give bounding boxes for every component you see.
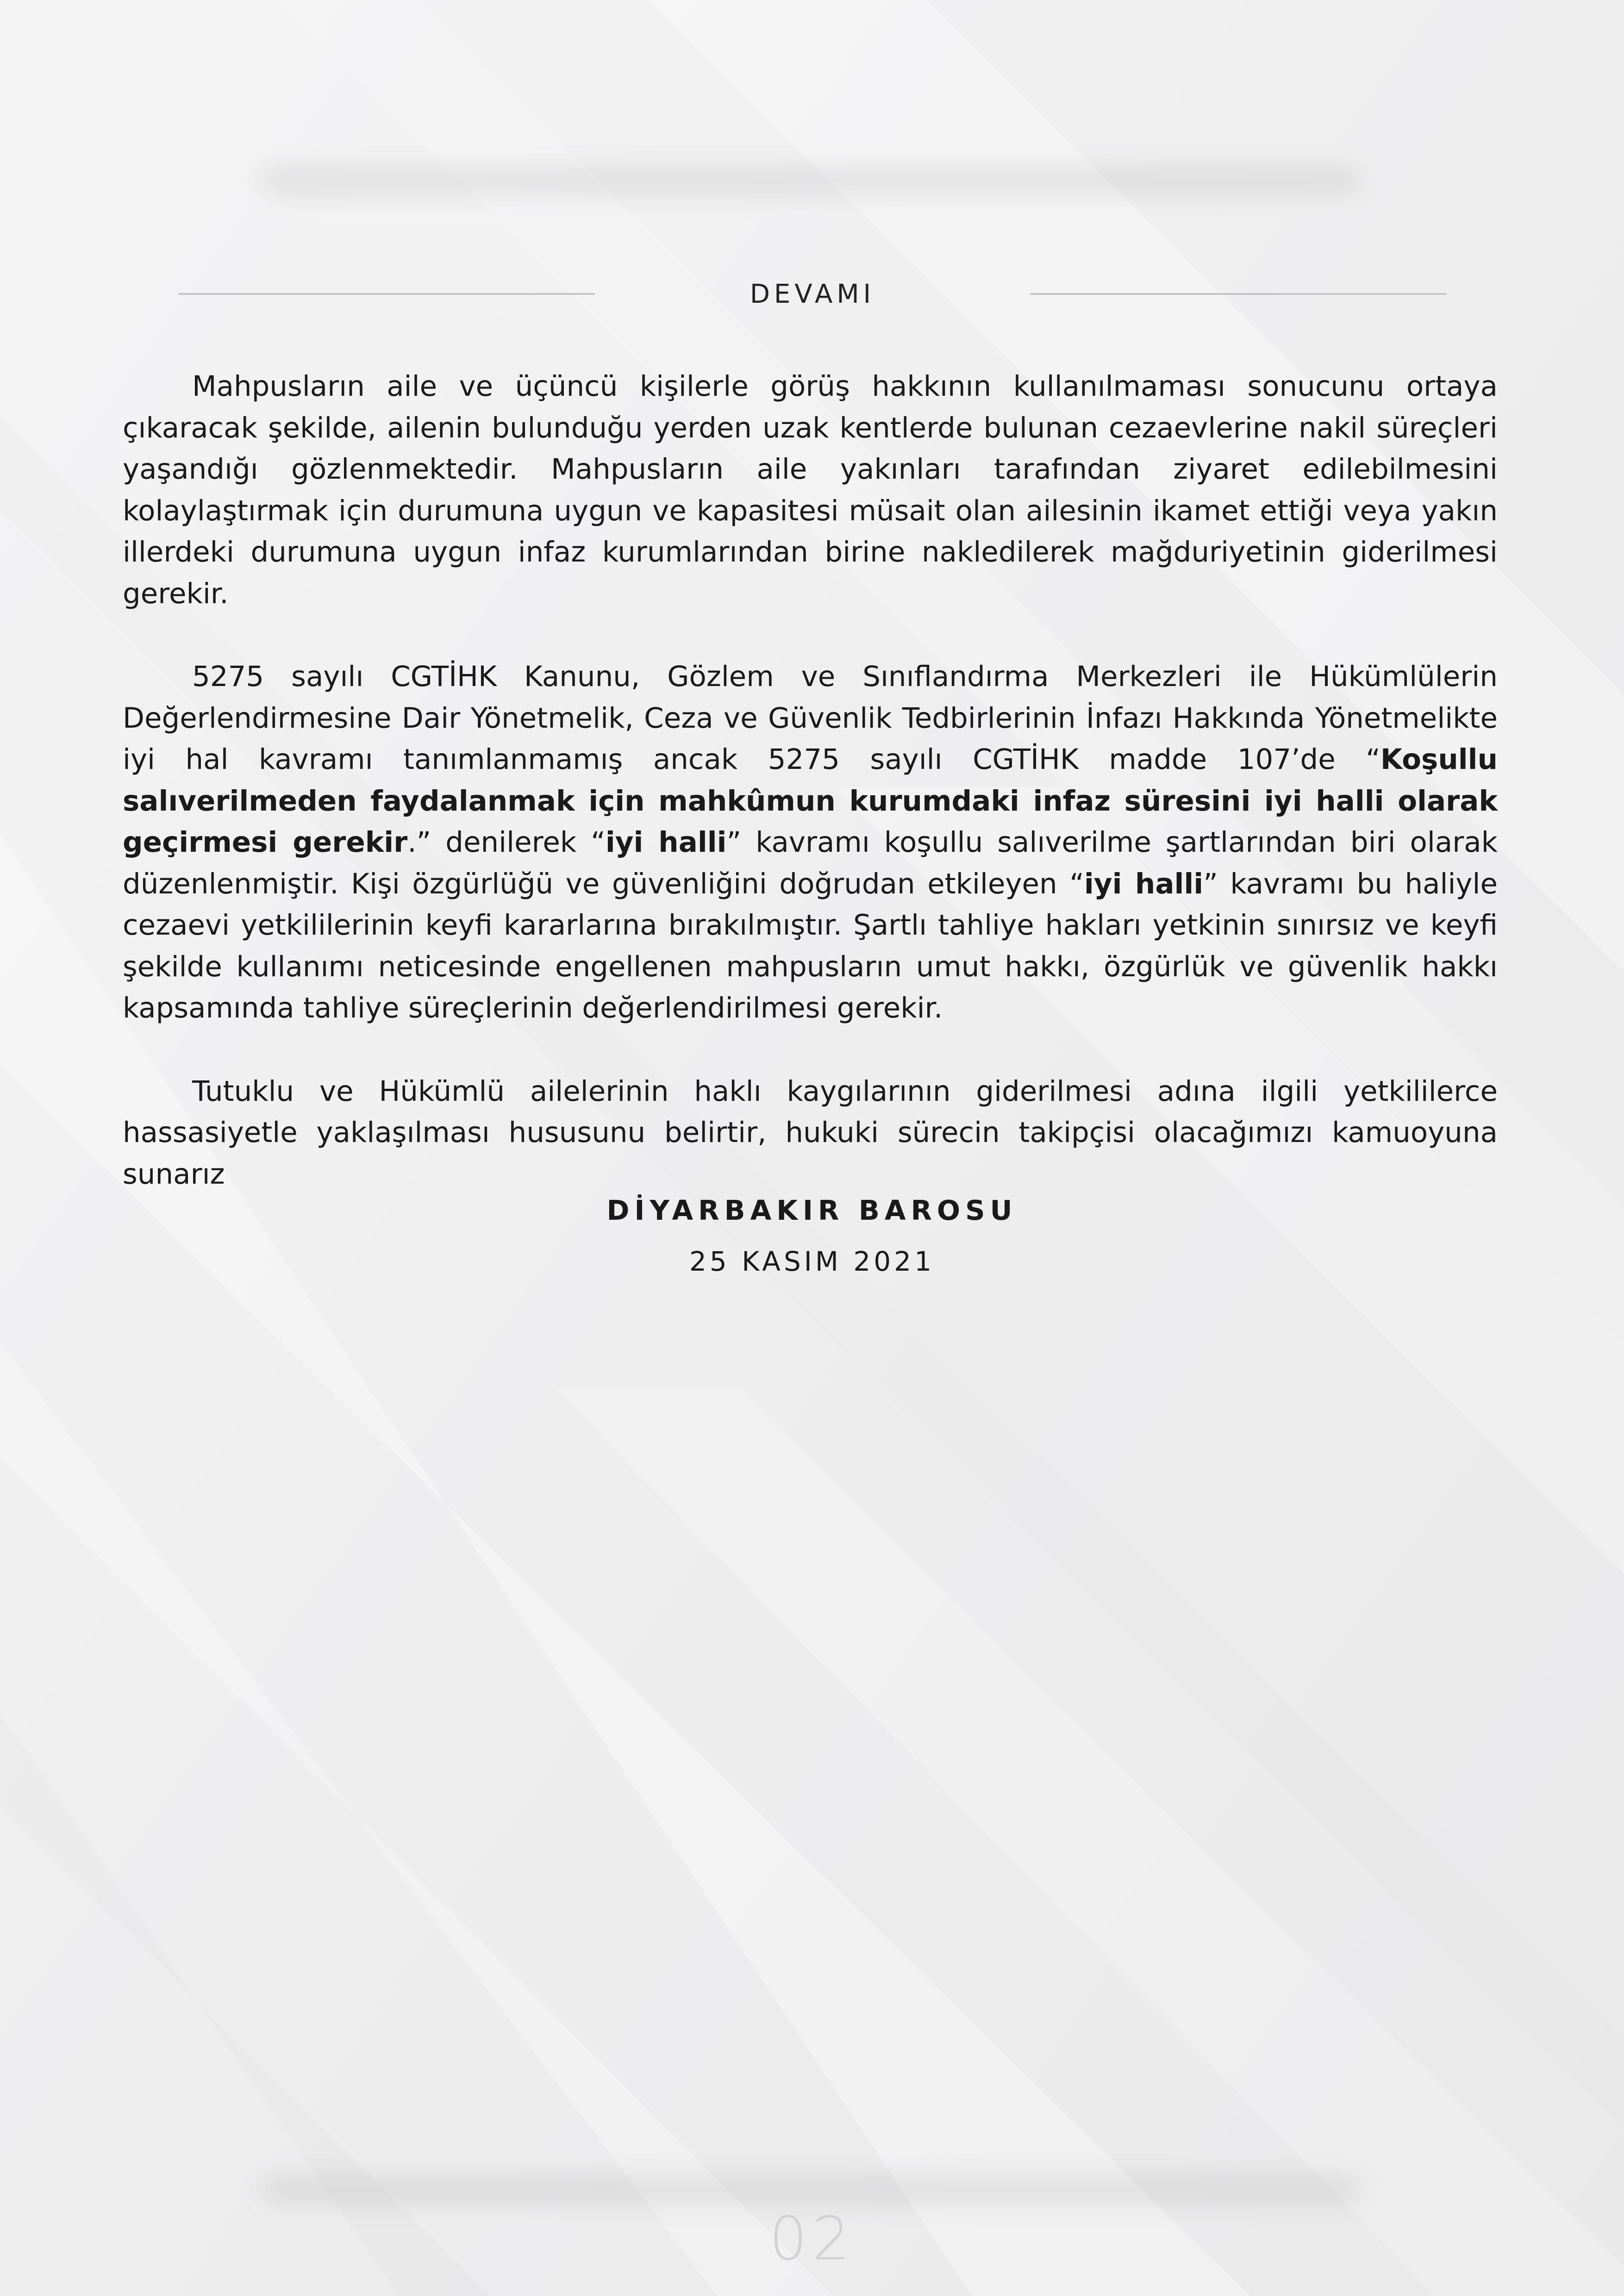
header-rule-left	[178, 293, 595, 295]
paragraph-2-text-2: .” denilerek “	[407, 826, 606, 859]
paragraph-3-text: Tutuklu ve Hükümlü ailelerinin haklı kaygılarının giderilmesi adına ilgili yetkililerce hassasiyetle yaklaşılması hususunu belirtir, hukuki sürecin takipçisi olacağımızı kamuoyuna sunarız	[123, 1074, 1498, 1191]
paragraph-1	[123, 366, 1498, 614]
header-rule-right	[1030, 293, 1447, 295]
paragraph-3	[123, 1071, 1498, 1195]
paragraph-2	[123, 656, 1498, 1029]
signature-organization: DİYARBAKIR BAROSU	[606, 1194, 1018, 1226]
signature-block	[0, 1185, 1624, 1287]
document-body	[123, 366, 1498, 1236]
signature-date: 25 KASIM 2021	[689, 1246, 935, 1277]
paragraph-2-bold-quote: Koşullu salıverilmeden faydalanmak için mahkûmun kurumdaki infaz süresini iyi halli olarak geçirmesi gerekir	[123, 743, 1498, 859]
paragraph-2-bold-term-1: iyi halli	[605, 826, 727, 859]
section-title: DEVAMI	[750, 279, 875, 309]
paragraph-2-text-4: ” kavramı bu haliyle cezaevi yetkililerinin keyfi kararlarına bırakılmıştır. Şartlı tahliye hakları yetkinin sınırsız ve keyfi şekilde kullanımı neticesinde engellenen mahpusların umut hakkı, özgürlük ve güvenlik hakkı kapsamında tahliye süreçlerinin değerlendirilmesi gerekir.	[123, 867, 1498, 1024]
paragraph-1-text: Mahpusların aile ve üçüncü kişilerle görüş hakkının kullanılmaması sonucunu ortaya çıkaracak şekilde, ailenin bulunduğu yerden uzak kentlerde bulunan cezaevlerine nakil süreçleri yaşandığı gözlenmektedir. Mahpusların aile yakınları tarafından ziyaret edilebilmesini kolaylaştırmak için durumuna uygun ve kapasitesi müsait olan ailesinin ikamet ettiği veya yakın illerdeki durumuna uygun infaz kurumlarından birine nakledilerek mağduriyetinin giderilmesi gerekir.	[123, 370, 1498, 610]
page-number: 02	[769, 2203, 855, 2274]
section-header	[178, 273, 1447, 315]
paragraph-2-text-1: 5275 sayılı CGTİHK Kanunu, Gözlem ve Sınıflandırma Merkezleri ile Hükümlülerin Değerlendirmesine Dair Yönetmelik, Ceza ve Güvenlik Tedbirlerinin İnfazı Hakkında Yönetmelikte iyi hal kavramı tanımlanmamış ancak 5275 sayılı CGTİHK madde 107’de “	[123, 660, 1498, 776]
paragraph-2-bold-term-2: iyi halli	[1084, 867, 1204, 900]
paragraph-2-text-3: ” kavramı koşullu salıverilme şartlarından biri olarak düzenlenmiştir. Kişi özgürlüğü ve güvenliğini doğrudan etkileyen “	[123, 826, 1498, 900]
